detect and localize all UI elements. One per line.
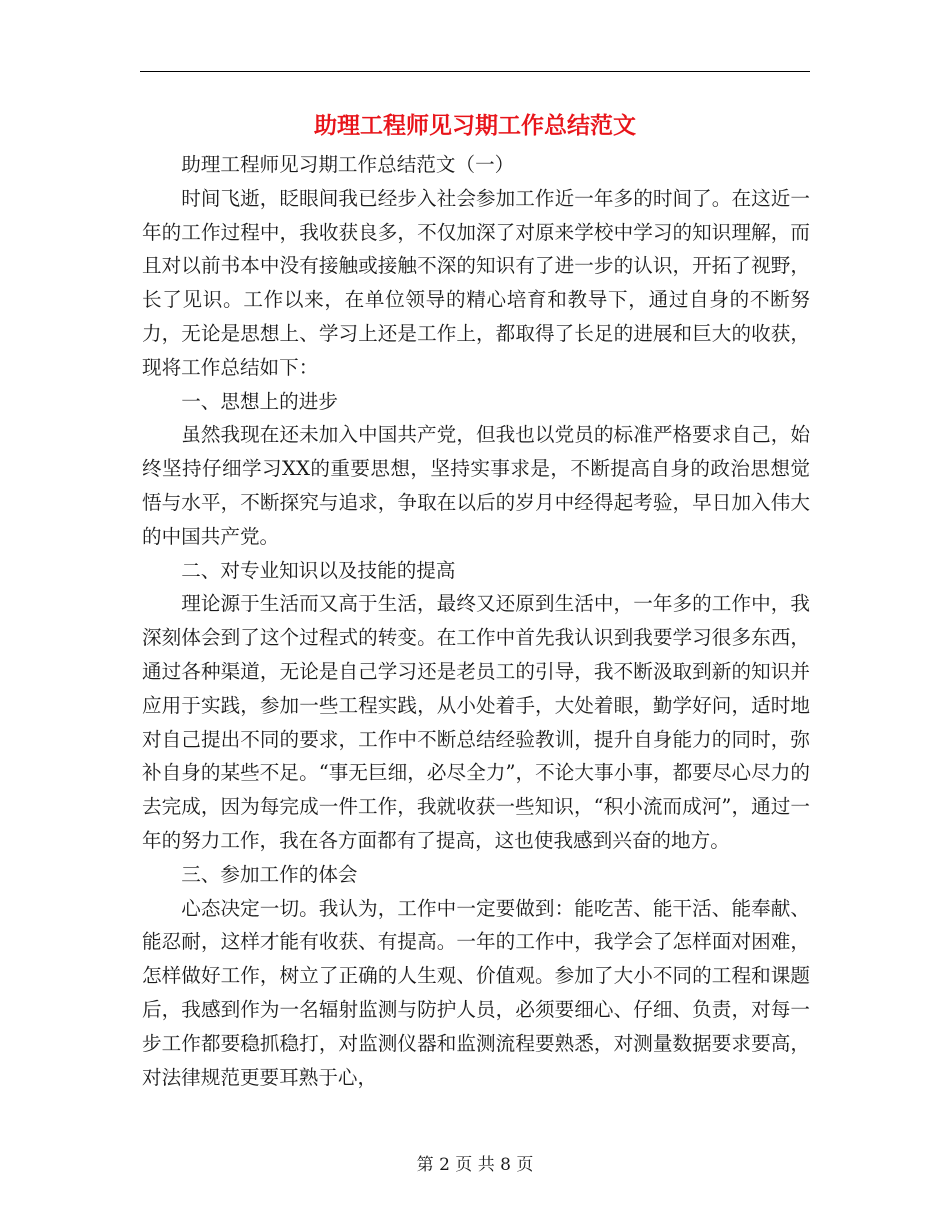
page-number-footer: 第 2 页 共 8 页 xyxy=(416,1155,534,1175)
header-rule xyxy=(140,71,810,72)
document-subtitle: 助理工程师见习期工作总结范文（一） xyxy=(181,153,515,176)
section-heading-ideology: 一、思想上的进步 xyxy=(181,389,338,413)
experience-paragraph: 心态决定一切。我认为，工作中一定要做到：能吃苦、能干活、能奉献、能忍耐，这样才能有收获、有提高。一年的工作中，我学会了怎样面对困难，怎样做好工作，树立了正确的人生观、价值观。参加了大小不同的工程和课题后，我感到作为一名辐射监测与防护人员，必须要细心、仔细、负责，对每一步工作都要稳抓稳打，对监测仪器和监测流程要熟悉，对测量数据要求要高，对法律规范更要耳熟于心， xyxy=(142,896,810,1089)
document-title: 助理工程师见习期工作总结范文 xyxy=(314,113,636,139)
section-heading-experience: 三、参加工作的体会 xyxy=(181,862,358,886)
document-body xyxy=(142,148,810,1094)
intro-paragraph: 时间飞逝，眨眼间我已经步入社会参加工作近一年多的时间了。在这近一年的工作过程中，我收获良多，不仅加深了对原来学校中学习的知识理解，而且对以前书本中没有接触或接触不深的知识有了进一步的认识，开拓了视野，长了见识。工作以来，在单位领导的精心培育和教导下，通过自身的不断努力，无论是思想上、学习上还是工作上，都取得了长足的进展和巨大的收获，现将工作总结如下： xyxy=(142,186,810,379)
skills-paragraph: 理论源于生活而又高于生活，最终又还原到生活中，一年多的工作中，我深刻体会到了这个过程式的转变。在工作中首先我认识到我要学习很多东西，通过各种渠道，无论是自己学习还是老员工的引导，我不断汲取到新的知识并应用于实践，参加一些工程实践，从小处着手，大处着眼，勤学好问，适时地对自己提出不同的要求，工作中不断总结经验教训，提升自身能力的同时，弥补自身的某些不足。“事无巨细，必尽全力”，不论大事小事，都要尽心尽力的去完成，因为每完成一件工作，我就收获一些知识，“积小流而成河”，通过一年的努力工作，我在各方面都有了提高，这也使我感到兴奋的地方。 xyxy=(142,592,810,852)
ideology-paragraph: 虽然我现在还未加入中国共产党，但我也以党员的标准严格要求自己，始终坚持仔细学习XX的重要思想，坚持实事求是，不断提高自身的政治思想觉悟与水平，不断探究与追求，争取在以后的岁月中经得起考验，早日加入伟大的中国共产党。 xyxy=(142,423,810,548)
section-heading-skills: 二、对专业知识以及技能的提高 xyxy=(181,558,456,582)
